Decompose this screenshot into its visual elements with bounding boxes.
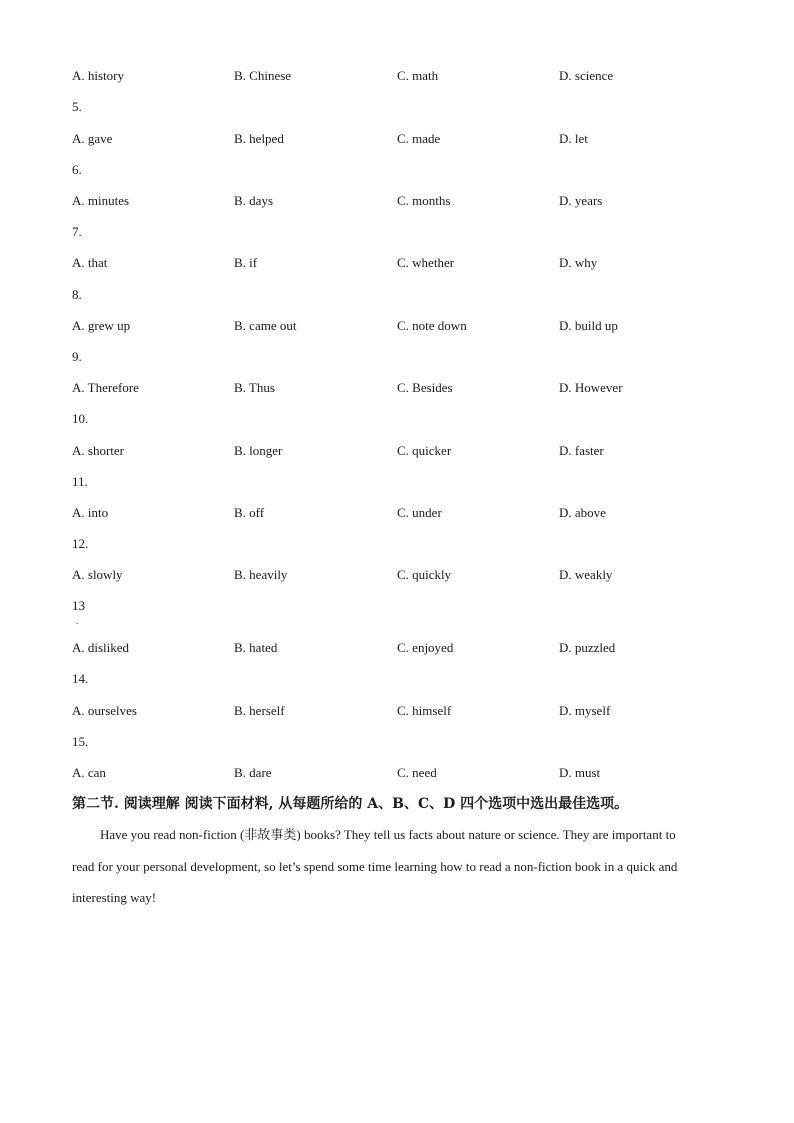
question-number-15: 15. bbox=[72, 734, 89, 749]
option-b: B. herself bbox=[234, 703, 285, 718]
option-d: D. let bbox=[559, 131, 588, 146]
option-b: B. longer bbox=[234, 443, 283, 458]
option-c: C. months bbox=[397, 193, 451, 208]
question-number-13: 13 bbox=[72, 598, 85, 613]
options-row-9 bbox=[72, 378, 732, 398]
question-number-5: 5. bbox=[72, 99, 82, 114]
option-d: D. must bbox=[559, 765, 601, 780]
option-a: A. into bbox=[72, 505, 109, 520]
options-row-15 bbox=[72, 763, 732, 783]
options-row-14 bbox=[72, 701, 732, 721]
question-number-10: 10. bbox=[72, 411, 89, 426]
option-a: A. history bbox=[72, 68, 124, 83]
option-d: D. myself bbox=[559, 703, 611, 718]
question-13-dot: . bbox=[76, 616, 79, 626]
options-row-12 bbox=[72, 565, 732, 585]
option-c: C. math bbox=[397, 68, 439, 83]
option-c: C. whether bbox=[397, 255, 455, 270]
option-c: C. note down bbox=[397, 318, 467, 333]
option-a: A. disliked bbox=[72, 640, 130, 655]
option-d: D. build up bbox=[559, 318, 618, 333]
option-b: B. dare bbox=[234, 765, 272, 780]
options-row-13 bbox=[72, 638, 732, 658]
option-d: D. above bbox=[559, 505, 606, 520]
option-d: D. science bbox=[559, 68, 614, 83]
option-b: B. helped bbox=[234, 131, 284, 146]
options-row-11 bbox=[72, 503, 732, 523]
options-row-8 bbox=[72, 316, 732, 336]
options-row-7 bbox=[72, 253, 732, 273]
option-b: B. if bbox=[234, 255, 258, 270]
option-d: D. years bbox=[559, 193, 603, 208]
option-c: C. need bbox=[397, 765, 437, 780]
options-row-6 bbox=[72, 191, 732, 211]
option-b: B. came out bbox=[234, 318, 297, 333]
paragraph-line-1: Have you read non-fiction (非故事类) books? They tell us facts about nature or science. They are important to bbox=[100, 827, 676, 842]
option-a: A. shorter bbox=[72, 443, 124, 458]
question-number-12: 12. bbox=[72, 536, 89, 551]
paragraph-line-2: read for your personal development, so let’s spend some time learning how to read a non-fiction book in a quick and bbox=[72, 859, 678, 874]
option-b: B. hated bbox=[234, 640, 278, 655]
question-number-6: 6. bbox=[72, 162, 82, 177]
option-c: C. under bbox=[397, 505, 442, 520]
option-c: C. quicker bbox=[397, 443, 452, 458]
option-a: A. gave bbox=[72, 131, 113, 146]
option-a: A. Therefore bbox=[72, 380, 139, 395]
section-title: 第二节. 阅读理解 阅读下面材料, 从每题所给的 A、B、C、D 四个选项中选出最佳选项。 bbox=[72, 796, 629, 812]
option-c: C. Besides bbox=[397, 380, 453, 395]
option-a: A. grew up bbox=[72, 318, 131, 333]
option-b: B. days bbox=[234, 193, 273, 208]
paragraph-line-3: interesting way! bbox=[72, 890, 157, 905]
option-d: D. why bbox=[559, 255, 598, 270]
option-d: D. However bbox=[559, 380, 623, 395]
option-d: D. puzzled bbox=[559, 640, 616, 655]
option-a: A. can bbox=[72, 765, 106, 780]
question-number-8: 8. bbox=[72, 287, 82, 302]
options-row-4 bbox=[72, 66, 732, 86]
options-row-10 bbox=[72, 441, 732, 461]
option-a: A. slowly bbox=[72, 567, 123, 582]
options-row-5 bbox=[72, 129, 732, 149]
question-number-9: 9. bbox=[72, 349, 82, 364]
option-b: B. Chinese bbox=[234, 68, 292, 83]
option-b: B. off bbox=[234, 505, 265, 520]
option-c: C. enjoyed bbox=[397, 640, 454, 655]
option-b: B. Thus bbox=[234, 380, 275, 395]
option-c: C. himself bbox=[397, 703, 452, 718]
option-d: D. faster bbox=[559, 443, 604, 458]
option-b: B. heavily bbox=[234, 567, 288, 582]
question-number-7: 7. bbox=[72, 224, 82, 239]
option-c: C. made bbox=[397, 131, 441, 146]
option-a: A. ourselves bbox=[72, 703, 137, 718]
option-c: C. quickly bbox=[397, 567, 452, 582]
option-a: A. that bbox=[72, 255, 108, 270]
option-a: A. minutes bbox=[72, 193, 130, 208]
question-number-11: 11. bbox=[72, 474, 88, 489]
option-d: D. weakly bbox=[559, 567, 613, 582]
question-number-14: 14. bbox=[72, 671, 89, 686]
